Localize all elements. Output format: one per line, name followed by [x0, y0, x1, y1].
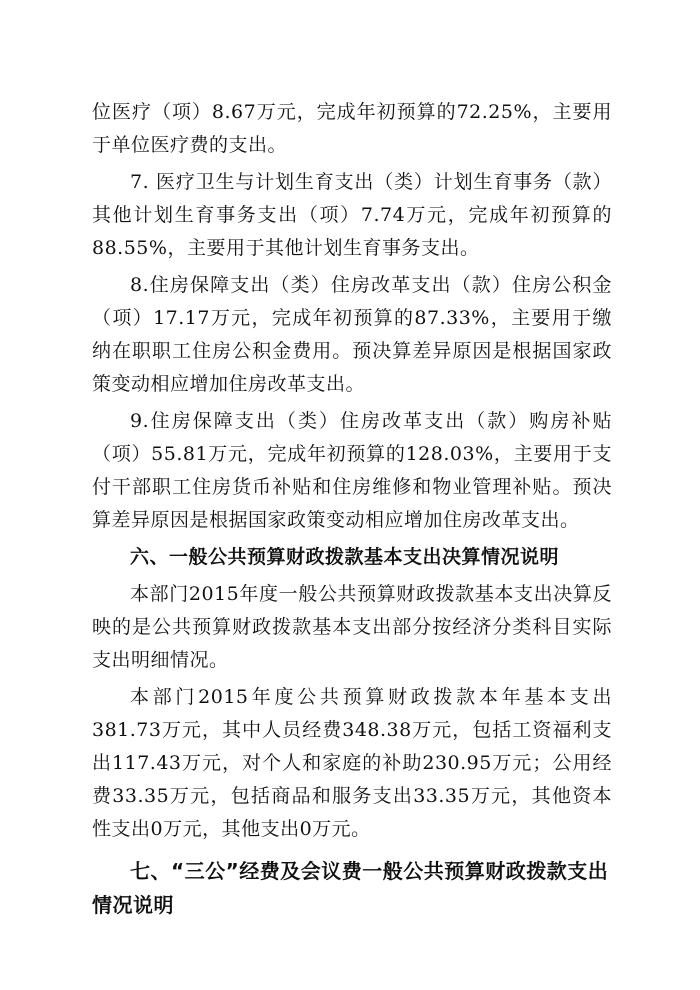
paragraph-item-7: 7. 医疗卫生与计划生育支出（类）计划生育事务（款）其他计划生育事务支出（项）7.74万元，完成年初预算的88.55%，主要用于其他计划生育事务支出。 [92, 171, 612, 259]
section-7-heading: 七、“三公”经费及会议费一般公共预算财政拨款支出情况说明 [92, 859, 609, 917]
paragraph-medical-cont: 位医疗（项）8.67万元，完成年初预算的72.25%，主要用于单位医疗费的支出。 [92, 101, 612, 156]
document-body [92, 96, 612, 926]
section-6-heading: 六、一般公共预算财政拨款基本支出决算情况说明 [130, 546, 560, 568]
section-6-paragraph-1: 本部门2015年度一般公共预算财政拨款基本支出决算反映的是公共预算财政拨款基本支出部分按经济分类科目实际支出明细情况。 [92, 583, 612, 671]
section-6-paragraph-2: 本部门2015年度公共预算财政拨款本年基本支出381.73万元，其中人员经费348.38万元，包括工资福利支出117.43万元，对个人和家庭的补助230.95万元；公用经费33.35万元，包括商品和服务支出33.35万元，其他资本性支出0万元，其他支出0万元。 [92, 686, 612, 840]
paragraph-item-8: 8.住房保障支出（类）住房改革支出（款）住房公积金（项）17.17万元，完成年初预算的87.33%，主要用于缴纳在职职工住房公积金费用。预决算差异原因是根据国家政策变动相应增加住房改革支出。 [92, 274, 612, 395]
paragraph-item-9: 9.住房保障支出（类）住房改革支出（款）购房补贴（项）55.81万元，完成年初预算的128.03%，主要用于支付干部职工住房货币补贴和住房维修和物业管理补贴。预决算差异原因是根据国家政策变动相应增加住房改革支出。 [92, 410, 612, 531]
